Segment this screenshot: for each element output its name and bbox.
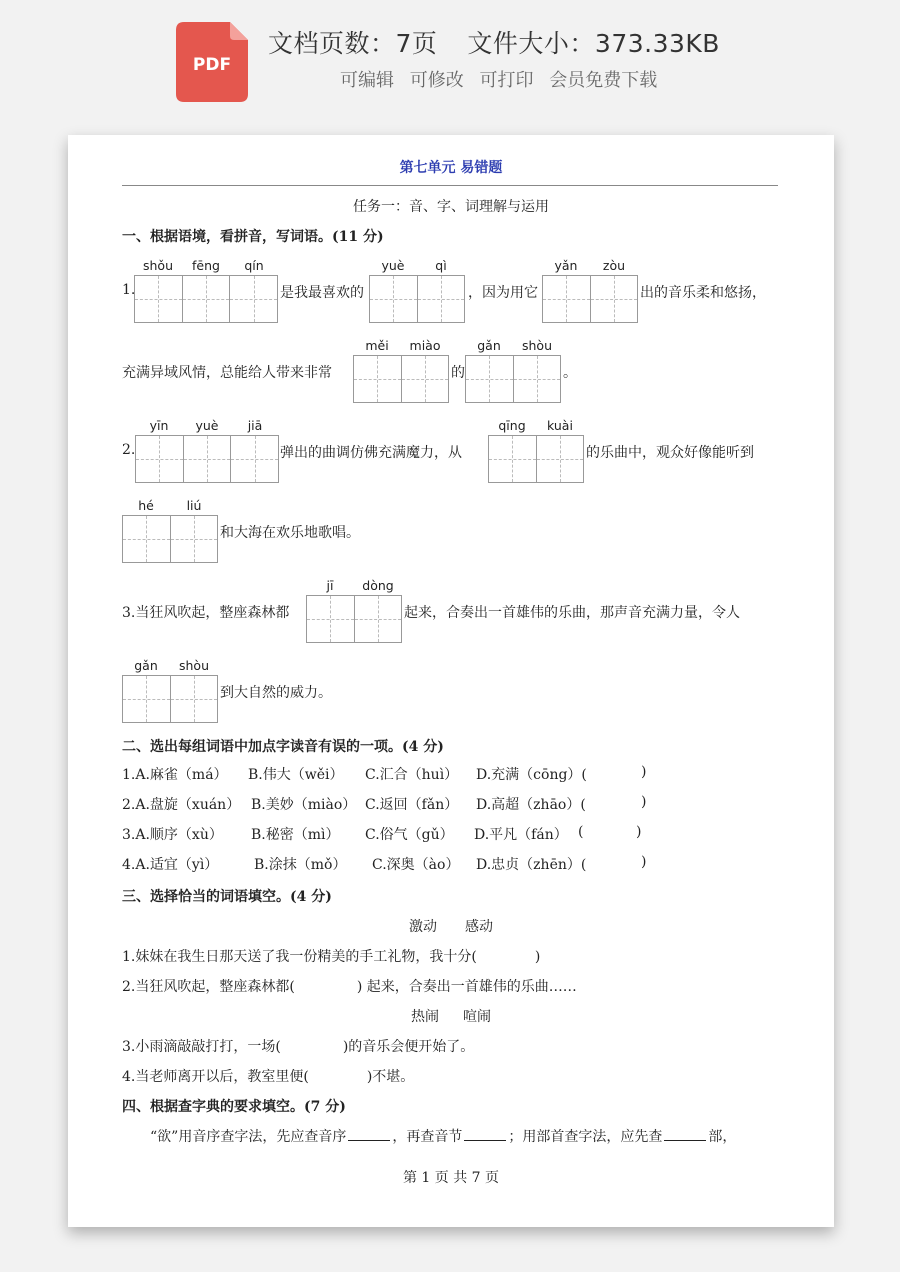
feature-modifiable: 可修改 [409,70,464,91]
sentence: 1.妹妹在我生日那天送了我一份精美的手工礼物，我十分( [122,949,477,965]
pinyin: yuè [381,258,405,273]
pinyin: fēng [192,258,220,273]
pinyin: qì [435,258,447,273]
section-2-heading: 二、选出每组词语中加点字读音有误的一项。(4 分) [122,739,444,755]
word-choice: 喧闹 [463,1009,491,1025]
pdf-icon-label: PDF [192,55,232,75]
word-choices [68,916,834,936]
option: B.涂抹（mǒ） [254,857,347,873]
fill-line-4 [122,1066,414,1086]
option: D.平凡（fán） [474,827,568,843]
feature-printable: 可打印 [479,70,534,91]
pinyin: kuài [547,418,573,433]
q1-text: 的 [451,365,465,381]
word-choice: 激动 [409,919,437,935]
option: 4.A.适宜（yì） [122,857,219,873]
feature-list [340,66,667,92]
q2-text: 弹出的曲调仿佛充满魔力，从 [280,445,462,461]
writing-box[interactable] [369,275,465,323]
writing-box[interactable] [122,675,218,723]
page-title: 第七单元 易错题 [399,160,503,176]
q2-text: 和大海在欢乐地歌唱。 [220,525,360,541]
pinyin: yuè [195,418,219,433]
page-number: 第 1 页 共 7 页 [402,1170,500,1186]
blank[interactable] [664,1128,706,1141]
option: B.秘密（mì） [251,827,340,843]
sentence: 部， [708,1129,737,1145]
option: 3.A.顺序（xù） [122,827,223,843]
q2-text: 的乐曲中，观众好像能听到 [586,445,754,461]
q1-number: 1. [122,282,136,298]
task-heading: 任务一：音、字、词理解与运用 [353,199,549,215]
pinyin: gǎn [477,338,501,353]
fill-line-1 [122,946,540,966]
option: B.伟大（wěi） [248,767,344,783]
q1-text: 充满异域风情，总能给人带来非常 [122,365,332,381]
q3-text: 起来，合奏出一首雄伟的乐曲，那声音充满力量，令人 [404,605,740,621]
answer-close[interactable]: ) [641,794,647,810]
pinyin: zòu [602,258,626,273]
sentence: 4.当老师离开以后，教室里便( [122,1069,309,1085]
title-divider [122,185,778,186]
pinyin: shòu [178,658,209,673]
writing-box[interactable] [465,355,561,403]
word-choice: 感动 [465,919,493,935]
pinyin: qīng [498,418,526,433]
writing-box[interactable] [353,355,449,403]
sentence-end: )的音乐会便开始了。 [342,1039,475,1055]
section-3-heading: 三、选择恰当的词语填空。(4 分) [122,889,332,905]
q2-number: 2. [122,442,136,458]
writing-box[interactable] [488,435,584,483]
option: C.汇合（huì） [365,767,459,783]
fill-line-3 [122,1036,474,1056]
pinyin: yǎn [554,258,578,273]
writing-box[interactable] [122,515,218,563]
feature-member-download: 会员免费下载 [549,70,658,91]
pinyin: gǎn [134,658,158,673]
file-size: 文件大小：373.33KB [467,29,720,58]
pinyin: hé [138,498,154,513]
q1-text: 是我最喜欢的 [280,285,364,301]
document-page [68,135,834,1227]
option: D.高超（zhāo）( [476,797,586,813]
q1-text: 出的音乐柔和悠扬， [640,285,766,301]
answer-open[interactable]: ( [578,824,584,840]
dictionary-question [150,1126,736,1146]
q3-text: 3.当狂风吹起，整座森林都 [122,605,290,621]
q3-text: 到大自然的威力。 [220,685,332,701]
sentence: ；用部首查字法，应先查 [508,1129,663,1145]
pinyin: jiā [247,418,263,433]
doc-info [268,24,720,60]
pinyin: yīn [149,418,169,433]
pinyin: shòu [521,338,552,353]
sentence: 3.小雨滴敲敲打打，一场( [122,1039,281,1055]
word-choice: 热闹 [411,1009,439,1025]
blank[interactable] [464,1128,506,1141]
sentence-end: )不堪。 [366,1069,415,1085]
option: D.充满（cōng）( [476,767,587,783]
option: D.忠贞（zhēn）( [476,857,587,873]
option: C.俗气（gǔ） [365,827,454,843]
writing-box[interactable] [306,595,402,643]
section-1-heading: 一、根据语境，看拼音，写词语。(11 分) [122,229,384,245]
writing-box[interactable] [134,275,278,323]
pinyin: miào [409,338,441,353]
blank[interactable] [348,1128,390,1141]
answer-close[interactable]: ) [641,764,647,780]
section-4-heading: 四、根据查字典的要求填空。(7 分) [122,1099,346,1115]
sentence-end: ) 起来，合奏出一首雄伟的乐曲…… [356,979,577,995]
sentence: “欲”用音序查字法，先应查音序 [150,1129,347,1145]
sentence: 2.当狂风吹起，整座森林都( [122,979,295,995]
option: C.返回（fǎn） [365,797,459,813]
pinyin: liú [186,498,202,513]
feature-editable: 可编辑 [340,70,394,91]
writing-box[interactable] [135,435,279,483]
pinyin: dòng [362,578,394,593]
option: C.深奥（ào） [372,857,460,873]
writing-box[interactable] [542,275,638,323]
answer-close[interactable]: ) [641,854,647,870]
sentence-end: ) [534,949,541,965]
pinyin: shǒu [142,258,173,273]
pdf-file-icon [176,22,248,102]
fill-line-2 [122,976,577,996]
document-banner [0,0,900,120]
word-choices [68,1006,834,1026]
q1-text: ，因为用它 [468,285,538,301]
pinyin: měi [365,338,389,353]
option: 2.A.盘旋（xuán） [122,797,241,813]
sentence: ，再查音节 [392,1129,463,1145]
pinyin: qín [244,258,264,273]
pinyin: jī [326,578,334,593]
option: 1.A.麻雀（má） [122,767,228,783]
q1-text: 。 [563,365,577,381]
answer-close[interactable]: ) [636,824,642,840]
page-count: 文档页数：7页 [268,29,438,58]
option: B.美妙（miào） [251,797,357,813]
